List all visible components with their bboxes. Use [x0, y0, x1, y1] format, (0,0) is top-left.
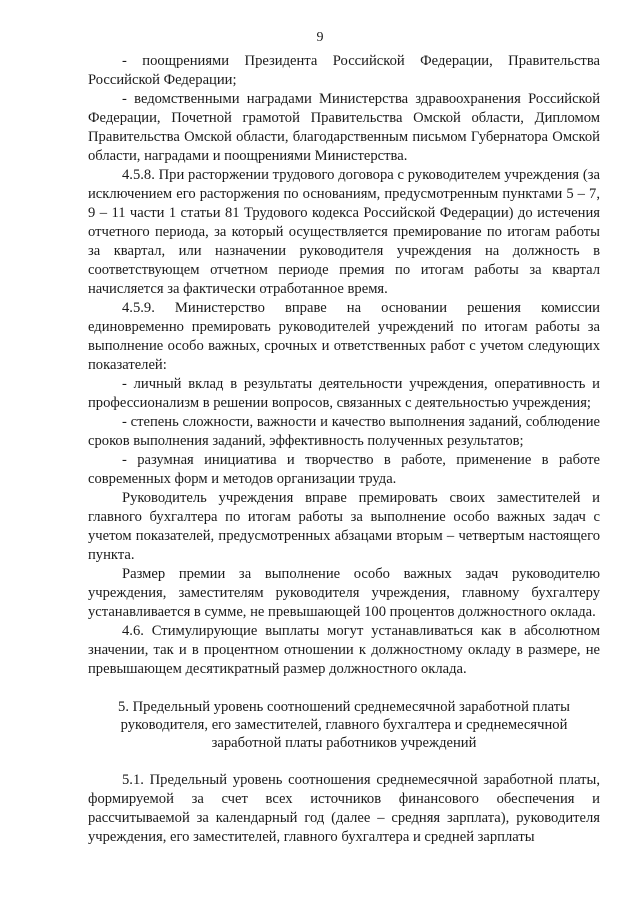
paragraph-4-6: 4.6. Стимулирующие выплаты могут устанавливаться как в абсолютном значении, так и в процентном отношении к должностному окладу в размере, не превышающем десятикратный размер должностного оклада. [88, 623, 600, 677]
indicator-initiative: - разумная инициатива и творчество в работе, применение в работе современных форм и методов организации труда. [88, 452, 600, 487]
paragraph-4-5-9: 4.5.9. Министерство вправе на основании решения комиссии единовременно премировать руководителей учреждений по итогам работы за выполнение особо важных, срочных и ответственных работ с учетом следующих показателей: [88, 300, 600, 373]
indicator-personal-contribution: - личный вклад в результаты деятельности учреждения, оперативность и профессионализм в решении вопросов, связанных с деятельностью учреждения; [88, 376, 600, 411]
paragraph-awards-president: - поощрениями Президента Российской Федерации, Правительства Российской Федерации; [88, 53, 600, 88]
document-body [88, 52, 600, 847]
paragraph-deputies-bonus: Руководитель учреждения вправе премировать своих заместителей и главного бухгалтера по итогам работы за выполнение особо важных задач с учетом показателей, предусмотренных абзацами вторым – четвертым настоящего пункта. [88, 490, 600, 563]
page-number: 9 [316, 30, 324, 45]
paragraph-4-5-8: 4.5.8. При расторжении трудового договора с руководителем учреждения (за исключением его расторжения по основаниям, предусмотренным пунктами 5 – 7, 9 – 11 части 1 статьи 81 Трудового кодекса Российской Федерации) до истечения отчетного периода, за который осуществляется премирование по итогам работы за квартал, или назначении руководителя учреждения на должность в соответствующем отчетном периоде премия по итогам работы за квартал начисляется за фактически отработанное время. [88, 167, 600, 297]
paragraph-bonus-size: Размер премии за выполнение особо важных задач руководителю учреждения, заместителям руководителя учреждения, главному бухгалтеру устанавливается в сумме, не превышающей 100 процентов должностного оклада. [88, 566, 600, 620]
section-heading: 5. Предельный уровень соотношений среднемесячной заработной платы руководителя, его заместителей, главного бухгалтера и среднемесячной заработной платы работников учреждений [118, 699, 570, 751]
paragraph-5-1: 5.1. Предельный уровень соотношения среднемесячной заработной платы, формируемой за счет всех источников финансового обеспечения и рассчитываемой за календарный год (далее – средняя зарплата), руководителя учреждения, его заместителей, главного бухгалтера и средней зарплаты [88, 772, 600, 845]
paragraph-awards-departmental: - ведомственными наградами Министерства здравоохранения Российской Федерации, Почетной грамотой Правительства Омской области, Дипломом Правительства Омской области, благодарственным письмом Губернатора Омской области, наградами и поощрениями Министерства. [88, 91, 600, 164]
indicator-complexity: - степень сложности, важности и качество выполнения заданий, соблюдение сроков выполнения заданий, эффективность полученных результатов; [88, 414, 600, 449]
